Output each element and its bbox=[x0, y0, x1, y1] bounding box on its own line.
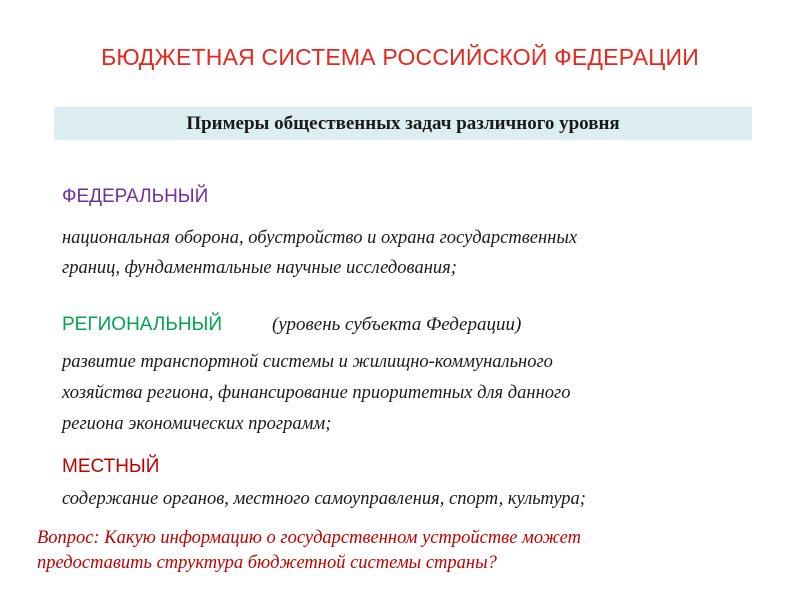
page-title: БЮДЖЕТНАЯ СИСТЕМА РОССИЙСКОЙ ФЕДЕРАЦИИ bbox=[101, 44, 699, 70]
question-line-2: предоставить структура бюджетной системы страны? bbox=[37, 553, 497, 573]
subtitle-banner bbox=[54, 107, 752, 140]
federal-text-line-2: границ, фундаментальные научные исследования; bbox=[62, 258, 457, 278]
regional-text-line-2: хозяйства региона, финансирование приоритетных для данного bbox=[62, 383, 571, 403]
question-line-1: Вопрос: Какую информацию о государственном устройстве может bbox=[37, 528, 581, 548]
local-text-line-1: содержание органов, местного самоуправления, спорт, культура; bbox=[62, 489, 586, 509]
regional-text-line-1: развитие транспортной системы и жилищно-коммунального bbox=[62, 352, 553, 372]
subtitle-text: Примеры общественных задач различного уровня bbox=[186, 112, 620, 134]
local-heading: МЕСТНЫЙ bbox=[62, 456, 160, 477]
federal-heading: ФЕДЕРАЛЬНЫЙ bbox=[62, 186, 209, 207]
regional-note: (уровень субъекта Федерации) bbox=[272, 314, 522, 335]
regional-heading: РЕГИОНАЛЬНЫЙ bbox=[62, 314, 223, 335]
federal-text-line-1: национальная оборона, обустройство и охрана государственных bbox=[62, 228, 578, 248]
regional-text-line-3: региона экономических программ; bbox=[62, 414, 332, 434]
